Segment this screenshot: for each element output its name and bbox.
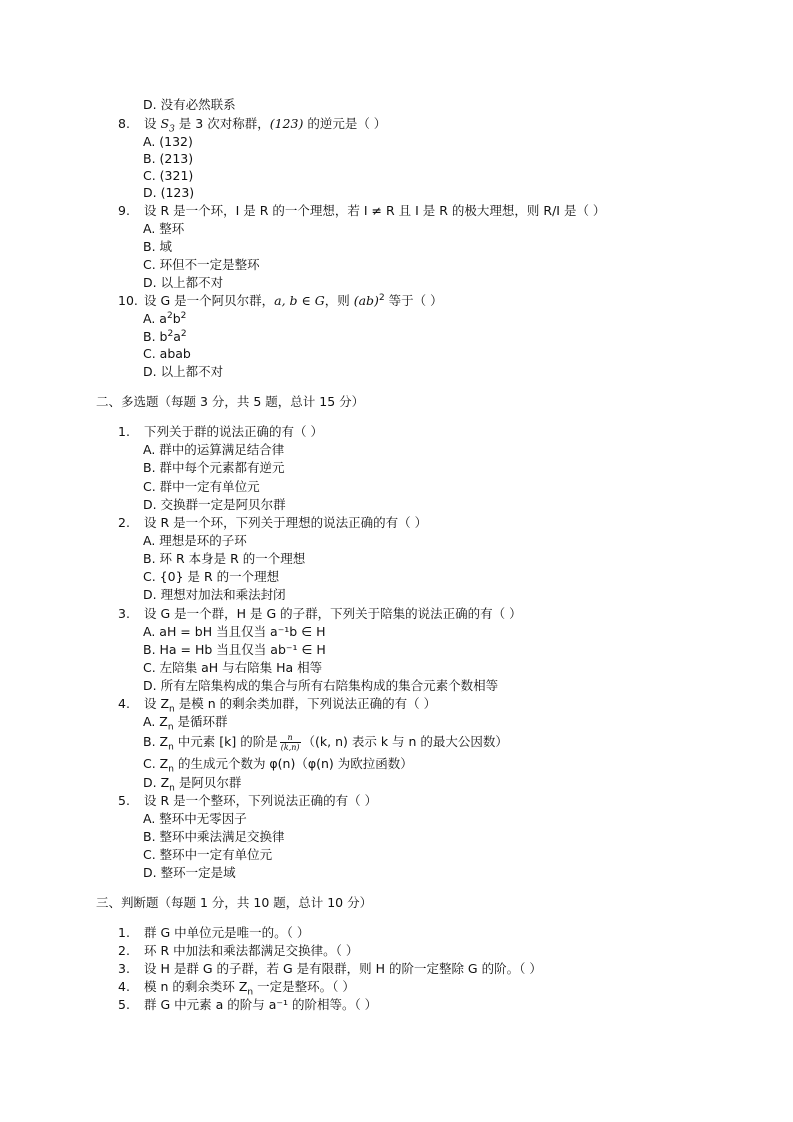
option-b: B. 整环中乘法满足交换律 <box>143 829 285 844</box>
section-title: 三、判断题（每题 1 分，共 10 题，总计 10 分） <box>96 895 373 910</box>
question-number: 1. <box>118 424 130 439</box>
question-number: 2. <box>118 515 130 530</box>
judge-item <box>118 943 358 959</box>
question-number: 3. <box>118 606 130 621</box>
question-number: 9. <box>118 203 130 218</box>
option-d: D. 理想对加法和乘法封闭 <box>143 587 286 602</box>
option-b: B. $Z_n$ 中元素 [k] 的阶是 $\frac{n}{(k,n)}$ （(k, n) 表示 k 与 n 的最大公因数） <box>143 733 508 753</box>
question-4 <box>118 696 437 715</box>
question-3 <box>118 606 522 622</box>
question-9 <box>118 203 605 219</box>
question-1 <box>118 424 323 440</box>
option-prev-d: D. 没有必然联系 <box>143 97 236 112</box>
option-a: A. 整环 <box>143 221 185 236</box>
question-8 <box>118 116 387 135</box>
question-stem: 群 G 中元素 a 的阶与 a⁻¹ 的阶相等。（ ） <box>144 997 378 1012</box>
option-b: B. (213) <box>143 151 194 166</box>
question-stem: 下列关于群的说法正确的有（ ） <box>144 424 323 439</box>
question-stem: 群 G 中单位元是唯一的。（ ） <box>144 925 310 940</box>
question-stem: 设 $Z_n$ 是模 n 的剩余类加群，下列说法正确的有（ ） <box>144 696 437 715</box>
option-c: C. (321) <box>143 168 194 183</box>
option-c: C. 环但不一定是整环 <box>143 257 260 272</box>
option-c: C. 左陪集 aH 与右陪集 Ha 相等 <box>143 660 323 675</box>
question-number: 4. <box>118 979 130 994</box>
question-stem: 设 G 是一个阿贝尔群，a, b ∈ G，则 (ab)$^2$ 等于（ ） <box>144 292 443 308</box>
option-a: A. 整环中无零因子 <box>143 811 247 826</box>
option-b: B. 域 <box>143 239 173 254</box>
question-stem: 设 $S_3$ 是 3 次对称群，(123) 的逆元是（ ） <box>144 116 387 135</box>
judge-item <box>118 925 309 941</box>
question-number: 10. <box>118 293 138 308</box>
option-a: A. aH = bH 当且仅当 a⁻¹b ∈ H <box>143 624 326 639</box>
judge-item <box>118 961 542 977</box>
option-a: A. $a^2b^2$ <box>143 310 187 326</box>
option-a: A. $Z_n$ 是循环群 <box>143 714 228 733</box>
question-5 <box>118 793 377 809</box>
question-2 <box>118 515 427 531</box>
option-d: D. 所有左陪集构成的集合与所有右陪集构成的集合元素个数相等 <box>143 678 499 693</box>
option-a: A. (132) <box>143 134 193 149</box>
judge-item <box>118 997 377 1013</box>
question-stem: 设 H 是群 G 的子群，若 G 是有限群，则 H 的阶一定整除 G 的阶。（ ） <box>144 961 542 976</box>
option-a: A. 群中的运算满足结合律 <box>143 442 285 457</box>
option-d: D. 整环一定是域 <box>143 865 236 880</box>
question-stem: 设 R 是一个整环，下列说法正确的有（ ） <box>144 793 378 808</box>
option-d: D. 以上都不对 <box>143 364 224 379</box>
question-number: 5. <box>118 997 130 1012</box>
question-number: 1. <box>118 925 130 940</box>
question-stem: 设 G 是一个群，H 是 G 的子群，下列关于陪集的说法正确的有（ ） <box>144 606 522 621</box>
question-number: 3. <box>118 961 130 976</box>
option-b: B. 环 R 本身是 R 的一个理想 <box>143 551 306 566</box>
option-b: B. $b^2a^2$ <box>143 328 187 344</box>
option-d: D. (123) <box>143 185 195 200</box>
option-c: C. 群中一定有单位元 <box>143 479 260 494</box>
option-d: D. 交换群一定是阿贝尔群 <box>143 497 286 512</box>
question-stem: 环 R 中加法和乘法都满足交换律。（ ） <box>144 943 359 958</box>
question-10 <box>118 293 443 309</box>
question-stem: 设 R 是一个环，I 是 R 的一个理想，若 I ≠ R 且 I 是 R 的极大理想，则 R/I 是（ ） <box>144 203 606 218</box>
option-c: C. abab <box>143 346 191 361</box>
question-stem: 设 R 是一个环，下列关于理想的说法正确的有（ ） <box>144 515 428 530</box>
question-number: 2. <box>118 943 130 958</box>
option-d: D. $Z_n$ 是阿贝尔群 <box>143 775 242 794</box>
question-stem: 模 n 的剩余类环 $Z_n$ 一定是整环。（ ） <box>144 979 355 998</box>
option-c: C. 整环中一定有单位元 <box>143 847 273 862</box>
option-b: B. Ha = Hb 当且仅当 ab⁻¹ ∈ H <box>143 642 326 657</box>
option-c: C. $Z_n$ 的生成元个数为 φ(n)（φ(n) 为欧拉函数） <box>143 756 413 775</box>
question-number: 4. <box>118 696 130 711</box>
question-number: 8. <box>118 116 130 131</box>
option-d: D. 以上都不对 <box>143 275 224 290</box>
option-b: B. 群中每个元素都有逆元 <box>143 460 285 475</box>
fraction: $\frac{n}{(k,n)}$ <box>280 733 300 752</box>
judge-item <box>118 979 355 998</box>
question-number: 5. <box>118 793 130 808</box>
option-a: A. 理想是环的子环 <box>143 533 247 548</box>
section-title: 二、多选题（每题 3 分，共 5 题，总计 15 分） <box>96 394 365 409</box>
option-c: C. {0} 是 R 的一个理想 <box>143 569 280 584</box>
